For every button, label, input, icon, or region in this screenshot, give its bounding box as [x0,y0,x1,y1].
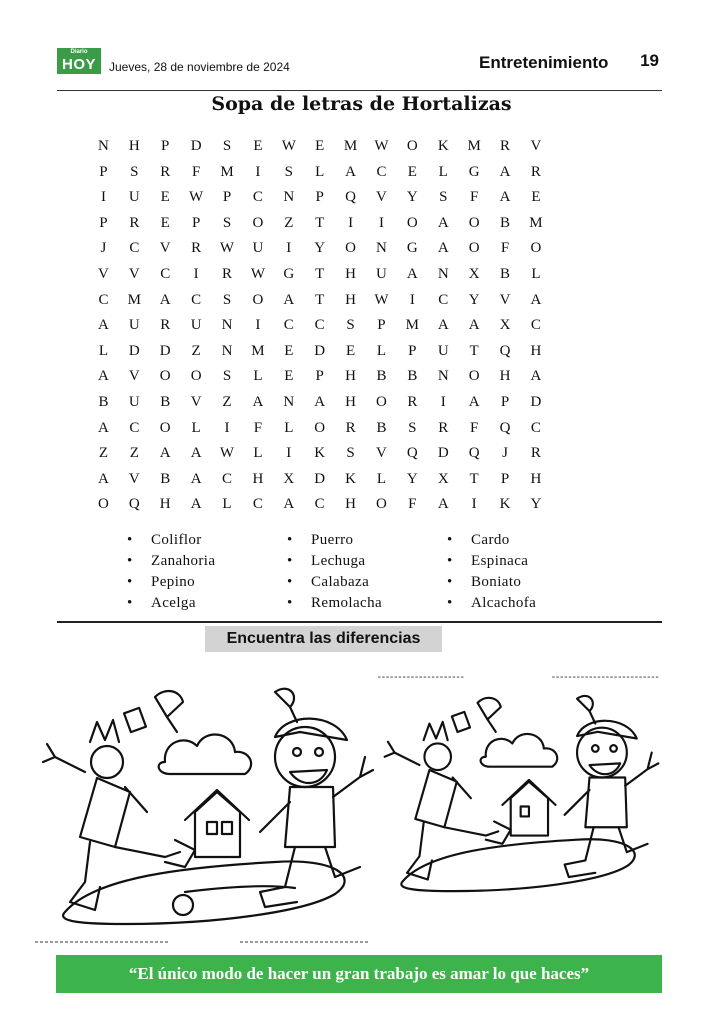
grid-letter: A [190,445,202,462]
grid-letter: M [343,138,358,154]
word-list-item: • Zanahoria [127,551,287,572]
grid-letter: F [191,163,201,180]
grid-letter: U [376,265,387,282]
grid-letter: W [219,240,235,257]
grid-letter: C [438,291,449,308]
grid-letter: X [283,470,295,487]
grid-letter: U [190,317,202,334]
grid-letter: Q [499,342,511,359]
grid-letter: O [468,240,480,257]
grid-letter: V [98,265,109,282]
grid-letter: I [286,240,292,257]
grid-letter: S [222,368,232,385]
grid-row [88,313,551,339]
grid-letter: P [191,214,201,231]
grid-letter: T [315,265,325,282]
word-list-item: • Cardo [447,530,607,551]
grid-letter: R [129,214,140,231]
grid-letter: I [378,214,384,231]
grid-letter: O [345,240,356,257]
grid-letter: C [252,189,263,206]
grid-letter: P [315,189,324,206]
grid-letter: L [253,445,263,462]
word-list-item: • Pepino [127,572,287,593]
logo-main-text: HOY [61,56,96,73]
grid-letter: F [469,419,479,436]
differences-title: Encuentra las diferencias [205,626,442,652]
wordsearch-grid [88,134,551,518]
grid-letter: Y [406,189,418,206]
grid-letter: S [439,189,448,206]
grid-letter: X [437,470,449,487]
grid-letter: C [98,291,109,308]
grid-letter: V [128,265,140,282]
grid-letter: S [222,291,232,308]
grid-letter: Y [406,470,418,487]
grid-letter: U [128,393,140,410]
grid-letter: P [500,393,510,410]
grid-letter: O [314,419,326,436]
grid-letter: O [406,138,418,154]
grid-letter: I [471,496,477,513]
grid-letter: H [530,470,542,487]
grid-letter: A [159,291,171,308]
grid-letter: E [160,214,170,231]
grid-letter: N [283,189,295,206]
grid-letter: M [405,317,420,334]
grid-letter: B [160,470,171,487]
grid-letter: L [376,470,387,487]
grid-letter: B [407,368,418,385]
grid-letter: R [191,240,202,257]
word-list-column [447,530,607,614]
grid-letter: Z [222,393,232,410]
grid-letter: C [314,317,325,334]
grid-letter: B [98,393,109,410]
grid-letter: C [283,317,294,334]
grid-letter: O [376,496,387,513]
grid-letter: O [468,214,480,231]
grid-letter: F [408,496,417,513]
word-list-item: • Remolacha [287,593,447,614]
grid-letter: R [160,163,171,180]
grid-letter: N [376,240,387,257]
grid-letter: R [530,445,541,462]
grid-letter: U [128,189,140,206]
grid-letter: V [159,240,171,257]
grid-letter: D [190,138,202,154]
grid-letter: I [255,163,261,180]
grid-letter: J [502,445,508,462]
grid-letter: R [160,317,171,334]
grid-row [88,288,551,314]
word-list-item: • Alcachofa [447,593,607,614]
grid-letter: H [345,393,356,410]
grid-letter: E [253,138,263,154]
grid-letter: H [345,368,356,385]
grid-letter: N [221,342,233,359]
grid-letter: B [160,393,171,410]
grid-letter: R [500,138,511,154]
grid-letter: M [127,291,141,308]
grid-letter: E [407,163,417,180]
grid-letter: Y [530,496,542,513]
grid-letter: S [346,317,355,334]
grid-letter: Q [128,496,140,513]
grid-letter: C [376,163,387,180]
word-list-item: • Coliflor [127,530,287,551]
grid-letter: W [219,445,235,462]
grid-letter: I [224,419,230,436]
grid-letter: A [468,317,480,334]
grid-letter: D [530,393,542,410]
grid-letter: H [530,342,542,359]
grid-letter: L [315,163,325,180]
grid-letter: A [437,214,449,231]
grid-letter: D [314,470,326,487]
grid-letter: D [437,445,449,462]
grid-letter: E [284,342,294,359]
grid-letter: W [374,291,389,308]
grid-letter: O [252,214,264,231]
word-list-item: • Acelga [127,593,287,614]
grid-letter: A [437,496,449,513]
grid-letter: K [345,470,356,487]
grid-row [88,134,551,160]
grid-row [88,467,551,493]
grid-letter: Y [314,240,326,257]
grid-letter: E [160,189,170,206]
grid-letter: M [251,342,265,359]
grid-letter: S [222,138,232,154]
grid-letter: P [500,470,510,487]
grid-letter: G [406,240,418,257]
grid-letter: C [314,496,325,513]
grid-letter: T [315,214,325,231]
grid-letter: O [159,368,171,385]
grid-letter: O [406,214,418,231]
grid-letter: L [438,163,448,180]
grid-letter: A [530,368,542,385]
grid-letter: N [437,368,449,385]
logo-small-text: Diario [70,49,88,55]
grid-letter: S [284,163,293,180]
quote-banner: “El único modo de hacer un gran trabajo es amar lo que haces” [56,955,662,993]
grid-letter: Z [284,214,294,231]
grid-letter: X [499,317,511,334]
grid-letter: E [315,138,325,154]
grid-letter: J [100,240,107,257]
grid-row [88,492,551,518]
grid-letter: B [500,265,511,282]
page-number: 19 [640,51,659,70]
grid-letter: L [98,342,109,359]
grid-letter: H [128,138,140,154]
grid-letter: A [437,240,449,257]
word-list-item: • Puerro [287,530,447,551]
grid-letter: H [345,496,356,513]
grid-letter: I [348,214,354,231]
grid-letter: R [407,393,418,410]
grid-letter: O [190,368,202,385]
word-list-item: • Espinaca [447,551,607,572]
grid-letter: A [98,317,109,334]
grid-letter: K [314,445,326,462]
grid-letter: T [315,291,325,308]
grid-letter: I [255,317,261,334]
grid-letter: U [437,342,449,359]
grid-letter: S [130,163,139,180]
grid-letter: A [98,368,109,385]
grid-letter: O [252,291,264,308]
grid-letter: B [376,419,387,436]
grid-letter: N [283,393,295,410]
grid-letter: O [376,393,387,410]
grid-letter: A [252,393,264,410]
grid-row [88,211,551,237]
grid-letter: S [346,445,355,462]
grid-letter: L [222,496,232,513]
grid-letter: N [221,317,233,334]
wordsearch-title: Sopa de letras de Hortalizas [211,93,512,115]
grid-letter: I [440,393,446,410]
grid-letter: C [129,240,140,257]
grid-letter: L [376,342,387,359]
grid-row [88,236,551,262]
grid-row [88,339,551,365]
grid-letter: A [530,291,542,308]
grid-letter: W [374,138,389,154]
grid-letter: I [193,265,199,282]
grid-letter: N [98,138,109,154]
grid-letter: F [469,189,479,206]
grid-letter: R [438,419,449,436]
grid-letter: L [531,265,541,282]
differences-illustration-left [35,662,375,947]
grid-letter: Y [468,291,480,308]
grid-letter: O [98,496,109,513]
grid-letter: A [190,496,202,513]
differences-illustration-right [378,662,660,922]
section-divider [57,621,662,623]
grid-letter: G [468,163,480,180]
grid-letter: P [222,189,232,206]
grid-letter: C [252,496,263,513]
grid-letter: K [437,138,449,154]
grid-letter: Z [129,445,139,462]
grid-row [88,160,551,186]
grid-letter: V [376,189,387,206]
grid-letter: W [189,189,204,206]
grid-letter: P [161,138,170,154]
grid-letter: U [128,317,140,334]
grid-letter: N [437,265,449,282]
grid-letter: Z [191,342,201,359]
grid-letter: F [253,419,263,436]
grid-letter: Z [98,445,109,462]
grid-letter: T [469,342,479,359]
word-list-item: • Lechuga [287,551,447,572]
grid-letter: H [345,265,356,282]
grid-letter: M [220,163,234,180]
grid-letter: C [530,419,541,436]
grid-letter: C [160,265,171,282]
grid-letter: D [314,342,326,359]
grid-letter: V [128,470,140,487]
newspaper-logo [57,48,101,74]
grid-letter: M [467,138,481,154]
grid-letter: V [190,393,202,410]
grid-letter: A [283,496,295,513]
grid-letter: E [284,368,294,385]
grid-letter: O [468,368,480,385]
word-list-item: • Boniato [447,572,607,593]
word-list-column [127,530,287,614]
grid-letter: H [499,368,511,385]
grid-letter: I [100,189,106,206]
section-title: Entretenimiento [479,53,609,72]
grid-letter: A [159,445,171,462]
grid-letter: C [191,291,202,308]
word-list-item: • Calabaza [287,572,447,593]
grid-letter: Q [468,445,480,462]
grid-letter: E [345,342,356,359]
grid-letter: A [468,393,480,410]
grid-letter: I [286,445,292,462]
grid-letter: L [284,419,294,436]
grid-letter: D [159,342,171,359]
grid-letter: W [281,138,296,154]
grid-letter: S [222,214,232,231]
grid-letter: L [191,419,201,436]
grid-row [88,364,551,390]
word-list [127,530,607,614]
grid-letter: K [499,496,511,513]
grid-letter: U [252,240,264,257]
grid-letter: A [499,189,511,206]
grid-letter: T [469,470,479,487]
grid-letter: I [409,291,415,308]
grid-letter: A [499,163,511,180]
grid-letter: E [531,189,541,206]
grid-row [88,185,551,211]
grid-letter: C [530,317,541,334]
grid-letter: P [315,368,324,385]
grid-letter: A [437,317,449,334]
grid-letter: X [468,265,480,282]
grid-letter: G [283,265,295,282]
grid-letter: C [222,470,233,487]
grid-letter: M [529,214,543,231]
grid-letter: V [376,445,387,462]
grid-letter: V [499,291,511,308]
grid-row [88,441,551,467]
grid-letter: Q [345,189,356,206]
grid-letter: Q [406,445,418,462]
page-header [57,46,662,91]
grid-letter: B [376,368,387,385]
grid-letter: P [408,342,417,359]
grid-letter: C [129,419,140,436]
grid-letter: Q [499,419,511,436]
grid-letter: B [500,214,511,231]
grid-letter: O [159,419,171,436]
grid-letter: V [530,138,542,154]
grid-letter: O [530,240,542,257]
grid-row [88,262,551,288]
grid-letter: A [190,470,202,487]
grid-letter: A [98,419,109,436]
grid-letter: R [530,163,541,180]
grid-letter: P [99,163,108,180]
grid-letter: A [314,393,326,410]
grid-letter: A [283,291,295,308]
grid-letter: A [406,265,418,282]
grid-letter: D [128,342,140,359]
grid-letter: W [250,265,265,282]
grid-letter: V [128,368,140,385]
grid-letter: H [345,291,356,308]
grid-letter: S [408,419,417,436]
grid-letter: R [222,265,233,282]
grid-letter: H [252,470,264,487]
grid-row [88,416,551,442]
grid-letter: P [377,317,386,334]
word-list-column [287,530,447,614]
grid-letter: H [159,496,171,513]
grid-letter: A [98,470,109,487]
grid-letter: P [99,214,108,231]
grid-letter: R [345,419,356,436]
grid-letter: A [345,163,356,180]
publication-date: Jueves, 28 de noviembre de 2024 [109,60,290,74]
grid-row [88,390,551,416]
grid-letter: L [253,368,263,385]
grid-letter: F [500,240,510,257]
